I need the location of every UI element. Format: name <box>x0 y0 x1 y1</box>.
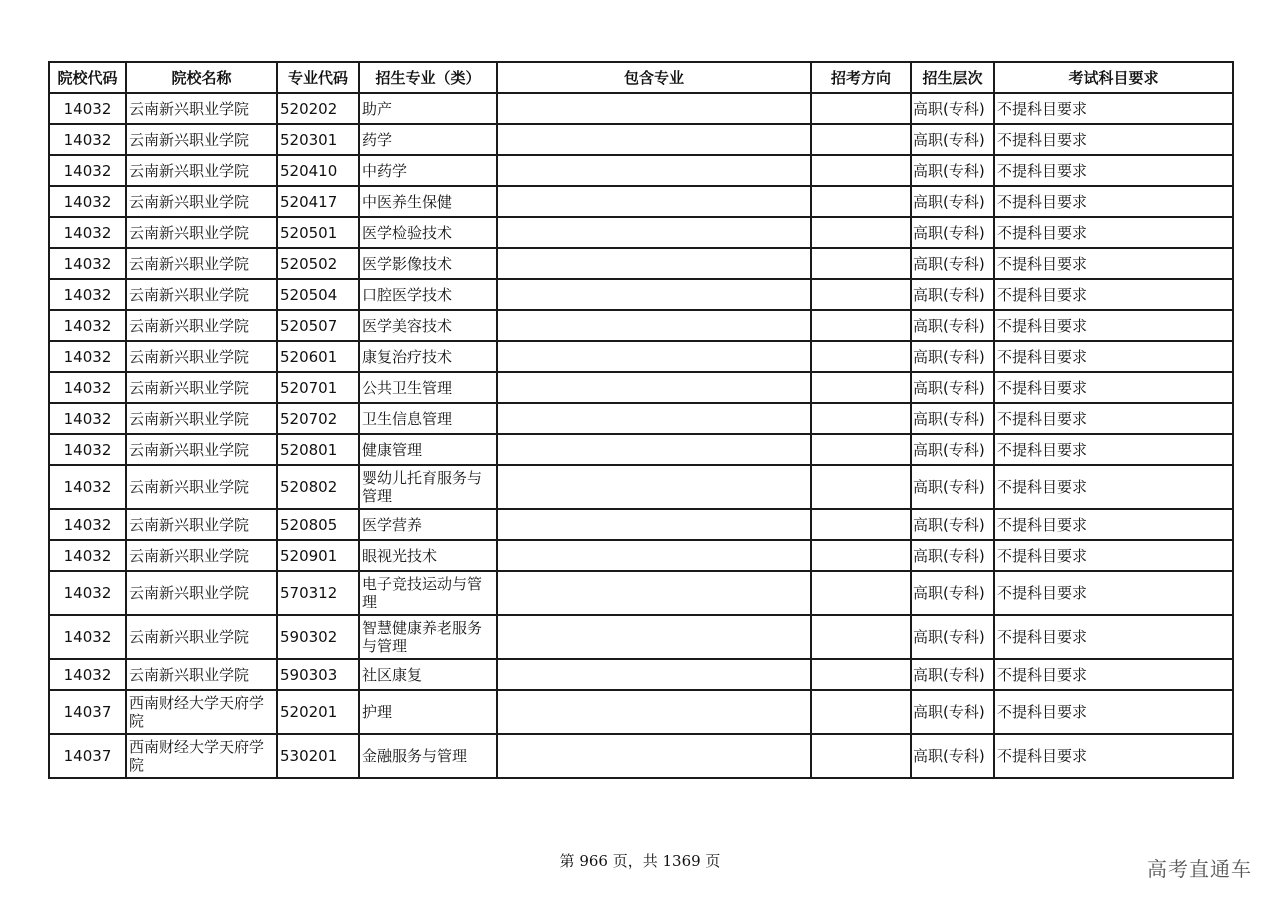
cell-subject-requirement: 不提科目要求 <box>994 403 1233 434</box>
table-row <box>49 341 1233 372</box>
header-school-name: 院校名称 <box>126 62 277 93</box>
cell-school-name: 云南新兴职业学院 <box>126 310 277 341</box>
table-row <box>49 155 1233 186</box>
cell-subject-requirement: 不提科目要求 <box>994 341 1233 372</box>
cell-school-name: 云南新兴职业学院 <box>126 509 277 540</box>
cell-major-code: 570312 <box>277 571 359 615</box>
table-row <box>49 434 1233 465</box>
cell-included-majors <box>497 279 811 310</box>
cell-major-code: 520301 <box>277 124 359 155</box>
cell-major: 医学检验技术 <box>359 217 497 248</box>
cell-level: 高职(专科) <box>911 248 994 279</box>
cell-included-majors <box>497 372 811 403</box>
cell-major: 公共卫生管理 <box>359 372 497 403</box>
cell-subject-requirement: 不提科目要求 <box>994 186 1233 217</box>
cell-major-code: 520801 <box>277 434 359 465</box>
cell-school-code: 14032 <box>49 217 126 248</box>
cell-direction <box>811 615 911 659</box>
cell-school-name: 云南新兴职业学院 <box>126 659 277 690</box>
cell-major: 智慧健康养老服务与管理 <box>359 615 497 659</box>
cell-school-name: 云南新兴职业学院 <box>126 465 277 509</box>
cell-included-majors <box>497 571 811 615</box>
cell-included-majors <box>497 310 811 341</box>
cell-included-majors <box>497 465 811 509</box>
cell-major: 电子竞技运动与管理 <box>359 571 497 615</box>
cell-school-name: 云南新兴职业学院 <box>126 217 277 248</box>
header-major-code: 专业代码 <box>277 62 359 93</box>
cell-school-code: 14032 <box>49 155 126 186</box>
cell-direction <box>811 465 911 509</box>
cell-direction <box>811 571 911 615</box>
cell-school-code: 14032 <box>49 540 126 571</box>
cell-major-code: 530201 <box>277 734 359 778</box>
cell-level: 高职(专科) <box>911 403 994 434</box>
table-row <box>49 690 1233 734</box>
cell-school-code: 14032 <box>49 93 126 124</box>
cell-level: 高职(专科) <box>911 310 994 341</box>
cell-school-code: 14037 <box>49 690 126 734</box>
cell-level: 高职(专科) <box>911 279 994 310</box>
table-row <box>49 571 1233 615</box>
cell-school-code: 14032 <box>49 434 126 465</box>
cell-included-majors <box>497 659 811 690</box>
cell-school-name: 西南财经大学天府学院 <box>126 690 277 734</box>
cell-direction <box>811 403 911 434</box>
cell-level: 高职(专科) <box>911 124 994 155</box>
cell-level: 高职(专科) <box>911 540 994 571</box>
table-row <box>49 217 1233 248</box>
cell-included-majors <box>497 124 811 155</box>
cell-direction <box>811 217 911 248</box>
cell-subject-requirement: 不提科目要求 <box>994 465 1233 509</box>
cell-subject-requirement: 不提科目要求 <box>994 615 1233 659</box>
table-row <box>49 734 1233 778</box>
table-row <box>49 659 1233 690</box>
cell-major: 中医养生保健 <box>359 186 497 217</box>
cell-school-code: 14032 <box>49 341 126 372</box>
cell-direction <box>811 341 911 372</box>
cell-direction <box>811 124 911 155</box>
cell-included-majors <box>497 93 811 124</box>
cell-subject-requirement: 不提科目要求 <box>994 248 1233 279</box>
cell-direction <box>811 690 911 734</box>
cell-school-name: 云南新兴职业学院 <box>126 124 277 155</box>
cell-school-code: 14032 <box>49 571 126 615</box>
table-row <box>49 403 1233 434</box>
cell-direction <box>811 93 911 124</box>
cell-major: 医学美容技术 <box>359 310 497 341</box>
cell-level: 高职(专科) <box>911 465 994 509</box>
cell-school-code: 14032 <box>49 248 126 279</box>
cell-major: 健康管理 <box>359 434 497 465</box>
cell-subject-requirement: 不提科目要求 <box>994 155 1233 186</box>
cell-school-code: 14037 <box>49 734 126 778</box>
header-included-majors: 包含专业 <box>497 62 811 93</box>
table-header-row <box>49 62 1233 93</box>
cell-school-name: 云南新兴职业学院 <box>126 186 277 217</box>
cell-level: 高职(专科) <box>911 571 994 615</box>
cell-major: 康复治疗技术 <box>359 341 497 372</box>
cell-major-code: 590303 <box>277 659 359 690</box>
cell-included-majors <box>497 615 811 659</box>
cell-included-majors <box>497 186 811 217</box>
cell-school-name: 云南新兴职业学院 <box>126 372 277 403</box>
cell-school-name: 云南新兴职业学院 <box>126 434 277 465</box>
cell-subject-requirement: 不提科目要求 <box>994 93 1233 124</box>
cell-included-majors <box>497 403 811 434</box>
table-row <box>49 248 1233 279</box>
cell-subject-requirement: 不提科目要求 <box>994 571 1233 615</box>
cell-included-majors <box>497 248 811 279</box>
cell-school-code: 14032 <box>49 124 126 155</box>
cell-major-code: 520901 <box>277 540 359 571</box>
header-school-code: 院校代码 <box>49 62 126 93</box>
cell-subject-requirement: 不提科目要求 <box>994 372 1233 403</box>
cell-subject-requirement: 不提科目要求 <box>994 734 1233 778</box>
cell-direction <box>811 248 911 279</box>
cell-major: 口腔医学技术 <box>359 279 497 310</box>
table-row <box>49 186 1233 217</box>
cell-included-majors <box>497 734 811 778</box>
cell-subject-requirement: 不提科目要求 <box>994 690 1233 734</box>
cell-school-code: 14032 <box>49 659 126 690</box>
cell-major: 金融服务与管理 <box>359 734 497 778</box>
cell-major: 药学 <box>359 124 497 155</box>
cell-school-name: 云南新兴职业学院 <box>126 571 277 615</box>
cell-school-code: 14032 <box>49 465 126 509</box>
cell-subject-requirement: 不提科目要求 <box>994 310 1233 341</box>
cell-major-code: 520507 <box>277 310 359 341</box>
cell-major-code: 520201 <box>277 690 359 734</box>
table-row <box>49 372 1233 403</box>
cell-subject-requirement: 不提科目要求 <box>994 434 1233 465</box>
cell-level: 高职(专科) <box>911 434 994 465</box>
cell-level: 高职(专科) <box>911 217 994 248</box>
cell-major-code: 520202 <box>277 93 359 124</box>
cell-subject-requirement: 不提科目要求 <box>994 124 1233 155</box>
cell-level: 高职(专科) <box>911 690 994 734</box>
cell-included-majors <box>497 155 811 186</box>
table-row <box>49 310 1233 341</box>
cell-major-code: 520410 <box>277 155 359 186</box>
cell-major: 婴幼儿托育服务与管理 <box>359 465 497 509</box>
table-row <box>49 93 1233 124</box>
cell-included-majors <box>497 690 811 734</box>
cell-school-code: 14032 <box>49 372 126 403</box>
cell-major-code: 520501 <box>277 217 359 248</box>
cell-major-code: 520417 <box>277 186 359 217</box>
cell-level: 高职(专科) <box>911 341 994 372</box>
cell-school-name: 云南新兴职业学院 <box>126 615 277 659</box>
cell-major-code: 520805 <box>277 509 359 540</box>
cell-direction <box>811 279 911 310</box>
cell-major-code: 590302 <box>277 615 359 659</box>
cell-school-code: 14032 <box>49 403 126 434</box>
cell-included-majors <box>497 434 811 465</box>
cell-direction <box>811 434 911 465</box>
cell-direction <box>811 734 911 778</box>
cell-included-majors <box>497 217 811 248</box>
cell-level: 高职(专科) <box>911 186 994 217</box>
cell-school-code: 14032 <box>49 310 126 341</box>
header-level: 招生层次 <box>911 62 994 93</box>
cell-included-majors <box>497 341 811 372</box>
cell-major-code: 520702 <box>277 403 359 434</box>
header-major: 招生专业（类） <box>359 62 497 93</box>
cell-major: 卫生信息管理 <box>359 403 497 434</box>
page-number: 第 966 页，共 1369 页 <box>559 852 721 870</box>
admissions-table <box>48 61 1234 779</box>
cell-major: 医学影像技术 <box>359 248 497 279</box>
cell-included-majors <box>497 540 811 571</box>
cell-included-majors <box>497 509 811 540</box>
cell-major: 医学营养 <box>359 509 497 540</box>
header-subject-requirement: 考试科目要求 <box>994 62 1233 93</box>
cell-level: 高职(专科) <box>911 615 994 659</box>
cell-school-code: 14032 <box>49 279 126 310</box>
cell-school-name: 云南新兴职业学院 <box>126 540 277 571</box>
cell-school-name: 云南新兴职业学院 <box>126 248 277 279</box>
cell-level: 高职(专科) <box>911 93 994 124</box>
cell-level: 高职(专科) <box>911 155 994 186</box>
cell-school-name: 云南新兴职业学院 <box>126 341 277 372</box>
cell-school-name: 西南财经大学天府学院 <box>126 734 277 778</box>
cell-major-code: 520502 <box>277 248 359 279</box>
cell-school-name: 云南新兴职业学院 <box>126 279 277 310</box>
cell-major-code: 520601 <box>277 341 359 372</box>
cell-subject-requirement: 不提科目要求 <box>994 540 1233 571</box>
cell-school-name: 云南新兴职业学院 <box>126 403 277 434</box>
cell-major: 眼视光技术 <box>359 540 497 571</box>
cell-level: 高职(专科) <box>911 372 994 403</box>
cell-major: 护理 <box>359 690 497 734</box>
cell-major-code: 520802 <box>277 465 359 509</box>
cell-direction <box>811 372 911 403</box>
table-body <box>49 93 1233 778</box>
cell-direction <box>811 509 911 540</box>
cell-direction <box>811 540 911 571</box>
table-row <box>49 124 1233 155</box>
cell-direction <box>811 659 911 690</box>
cell-direction <box>811 310 911 341</box>
cell-school-code: 14032 <box>49 615 126 659</box>
cell-school-name: 云南新兴职业学院 <box>126 93 277 124</box>
header-direction: 招考方向 <box>811 62 911 93</box>
cell-subject-requirement: 不提科目要求 <box>994 659 1233 690</box>
cell-direction <box>811 186 911 217</box>
table-row <box>49 540 1233 571</box>
watermark: 高考直通车 <box>1147 857 1252 881</box>
table-row <box>49 509 1233 540</box>
cell-subject-requirement: 不提科目要求 <box>994 279 1233 310</box>
cell-major-code: 520701 <box>277 372 359 403</box>
table-row <box>49 465 1233 509</box>
cell-level: 高职(专科) <box>911 734 994 778</box>
cell-direction <box>811 155 911 186</box>
table-row <box>49 615 1233 659</box>
table-row <box>49 279 1233 310</box>
cell-major: 社区康复 <box>359 659 497 690</box>
cell-level: 高职(专科) <box>911 659 994 690</box>
cell-major-code: 520504 <box>277 279 359 310</box>
cell-school-code: 14032 <box>49 509 126 540</box>
cell-major: 助产 <box>359 93 497 124</box>
cell-subject-requirement: 不提科目要求 <box>994 217 1233 248</box>
cell-major: 中药学 <box>359 155 497 186</box>
cell-subject-requirement: 不提科目要求 <box>994 509 1233 540</box>
cell-level: 高职(专科) <box>911 509 994 540</box>
cell-school-code: 14032 <box>49 186 126 217</box>
cell-school-name: 云南新兴职业学院 <box>126 155 277 186</box>
